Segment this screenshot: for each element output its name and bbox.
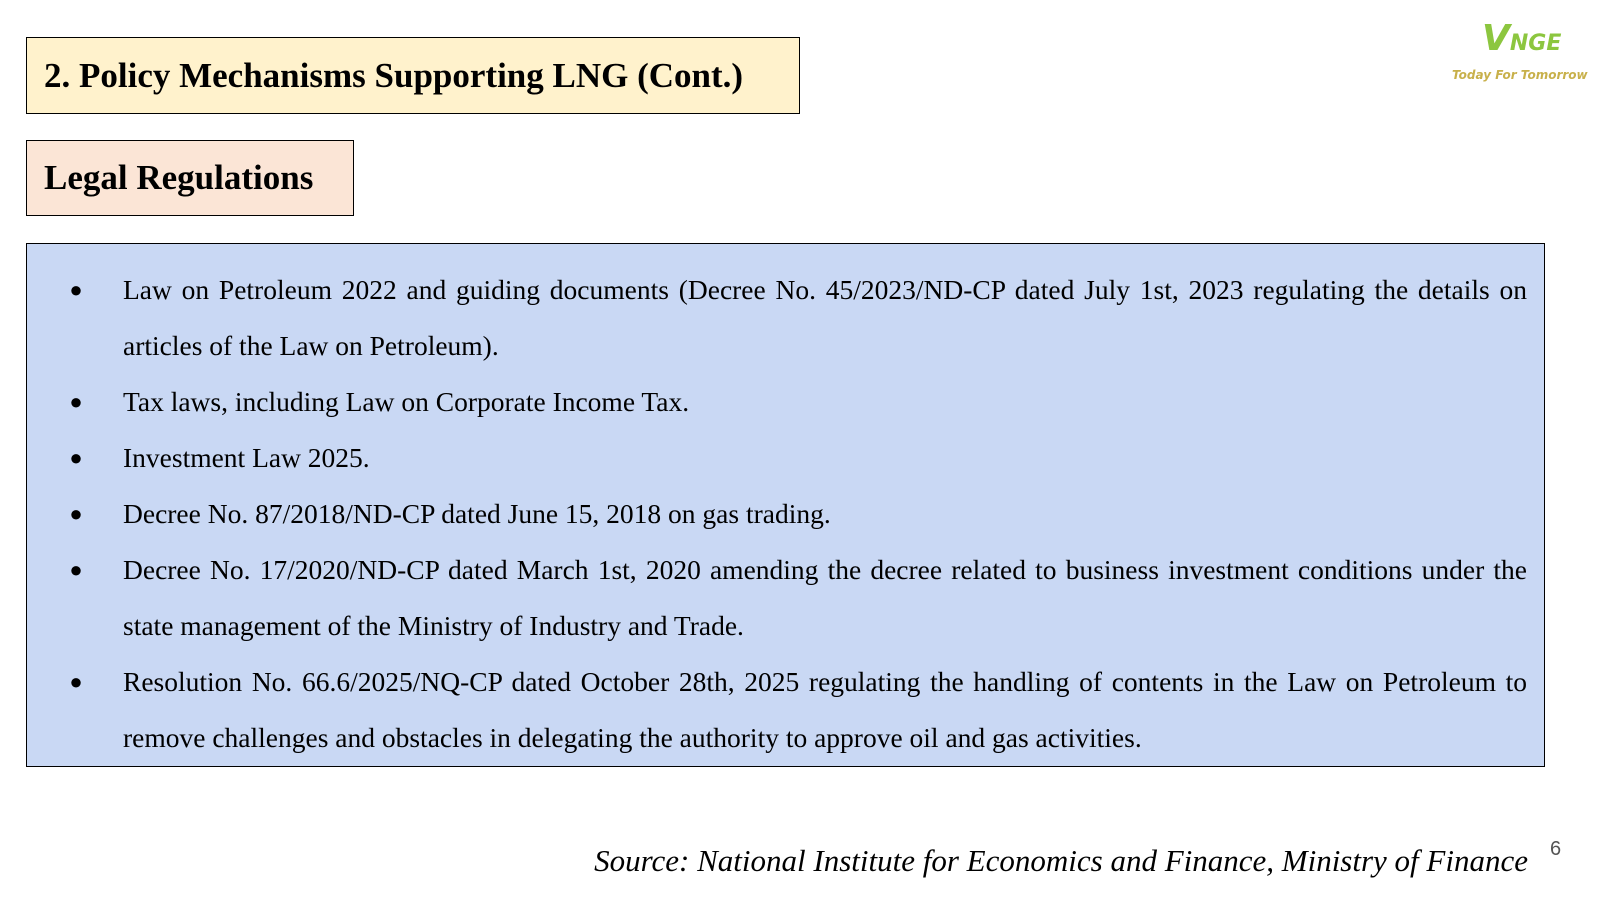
list-item-text: Resolution No. 66.6/2025/NQ-CP dated October 28th, 2025 regulating the handling of contents in the Law on Petroleum to remove challenges and obstacles in delegating the authority to approve oil and gas activities. <box>123 666 1527 753</box>
logo-mark <box>1482 18 1561 59</box>
bullet-icon: ● <box>69 445 83 470</box>
slide-title: 2. Policy Mechanisms Supporting LNG (Cont.) <box>26 37 800 114</box>
list-item-text: Decree No. 17/2020/ND-CP dated March 1st, 2020 amending the decree related to business investment conditions under the state management of the Ministry of Industry and Trade. <box>123 554 1527 641</box>
list-item <box>27 430 1527 486</box>
bullet-icon: ● <box>69 557 83 582</box>
logo-mark-v: V <box>1482 18 1510 59</box>
list-item-text: Decree No. 87/2018/ND-CP dated June 15, 2018 on gas trading. <box>123 498 831 529</box>
bullet-icon: ● <box>69 389 83 414</box>
section-heading: Legal Regulations <box>26 140 354 216</box>
bullet-icon: ● <box>69 669 83 694</box>
list-item-text: Investment Law 2025. <box>123 442 370 473</box>
vnge-logo <box>1448 18 1588 88</box>
source-citation: Source: National Institute for Economics and Finance, Ministry of Finance <box>594 843 1528 878</box>
logo-mark-nge: NGE <box>1509 31 1562 56</box>
page-number: 6 <box>1550 838 1562 860</box>
list-item <box>27 542 1527 654</box>
list-item <box>27 486 1527 542</box>
list-item-text: Law on Petroleum 2022 and guiding documents (Decree No. 45/2023/ND-CP dated July 1st, 2023 regulating the details on articles of the Law on Petroleum). <box>123 274 1527 361</box>
logo-tagline: Today For Tomorrow <box>1452 68 1588 82</box>
list-item <box>27 262 1527 374</box>
list-item-text: Tax laws, including Law on Corporate Income Tax. <box>123 386 690 417</box>
list-item <box>27 654 1527 766</box>
regulations-list <box>27 262 1527 766</box>
list-item <box>27 374 1527 430</box>
bullet-icon: ● <box>69 277 83 302</box>
bullet-icon: ● <box>69 501 83 526</box>
regulations-panel <box>26 243 1545 767</box>
